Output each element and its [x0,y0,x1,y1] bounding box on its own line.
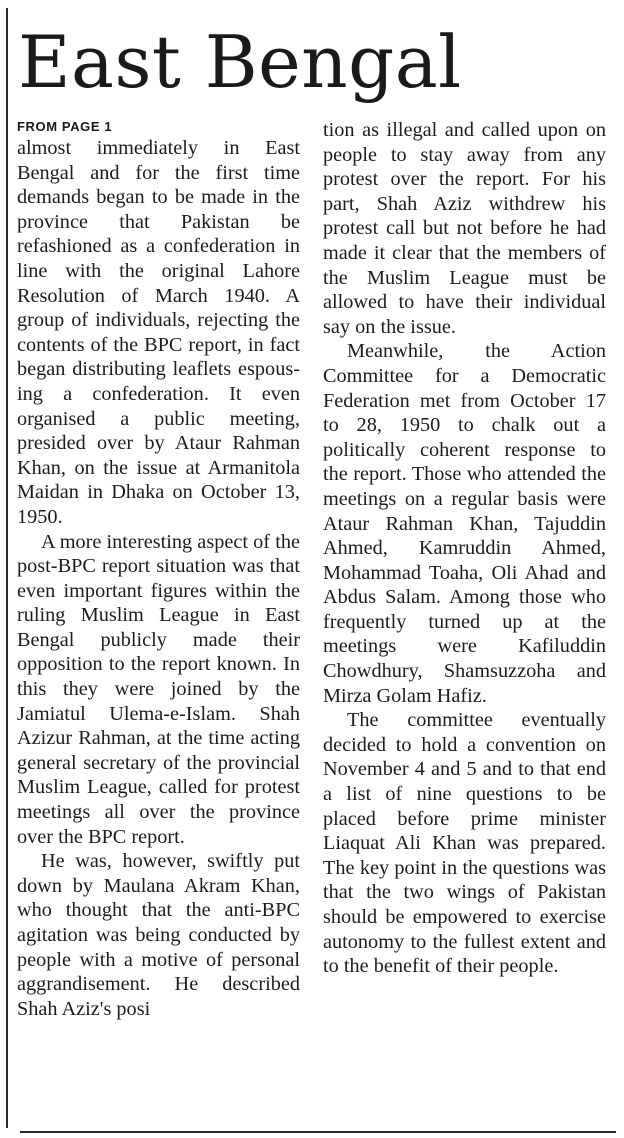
paragraph: Meanwhile, the Action Committee for a Democratic Federation met from October 17 to 28, 1950 to chalk out a politically coherent response to the report. Those who attended the meetings on a regular basis were Ataur Rahman Khan, Tajuddin Ahmed, Kamruddin Ahmed, Mohammad Toaha, Oli Ahad and Abdus Salam. Among those who frequently turned up at the meetings were Kafiluddin Chowdhury, Shamsuzzoha and Mirza Golam Hafiz. [323,340,606,707]
paragraph: He was, however, swiftly put down by Maulana Akram Khan, who thought that the anti-BPC agitation was being conducted by people with a motive of personal aggrandisement. He described Shah Aziz's posi [17,850,300,1020]
paragraph: tion as illegal and called upon on people to stay away from any protest over the report. For his part, Shah Aziz withdrew his protest call but not before he had made it clear that the members of the Muslim League must be allowed to have their individual say on the issue. [323,119,606,338]
bottom-border-rule [20,1131,616,1133]
paragraph: A more interesting aspect of the post-BPC report situation was that even important figures within the ruling Muslim League in East Bengal publicly made their opposition to the report known. In this they were joined by the Jamiatul Ulema-e-Islam. Shah Azizur Rahman, at the time acting general secretary of the provincial Muslim League, called for protest meetings all over the province over the BPC report. [17,530,300,848]
left-border-rule [6,8,8,1128]
headline: East Bengal [18,20,462,104]
paragraph: almost immediately in East Bengal and for the first time demands began to be made in the province that Pakistan be refashioned as a confederation in line with the original Lahore Resolution of March 1940. A group of individuals, rejecting the contents of the BPC report, in fact began distributing leaflets espousing a confederation. It even organised a public meeting, presided over by Ataur Rahman Khan, on the issue at Armanitola Maidan in Dhaka on October 13, 1950. [17,137,300,528]
article-column-left [17,118,300,1021]
continuation-kicker: FROM PAGE 1 [17,119,113,134]
article-column-right [323,118,606,979]
paragraph: The committee eventually decided to hold a convention on November 4 and 5 and to that end a list of nine questions to be placed before prime minister Liaquat Ali Khan was prepared. The key point in the questions was that the two wings of Pakistan should be empowered to exercise autonomy to the fullest extent and to the benefit of their people. [323,709,606,978]
